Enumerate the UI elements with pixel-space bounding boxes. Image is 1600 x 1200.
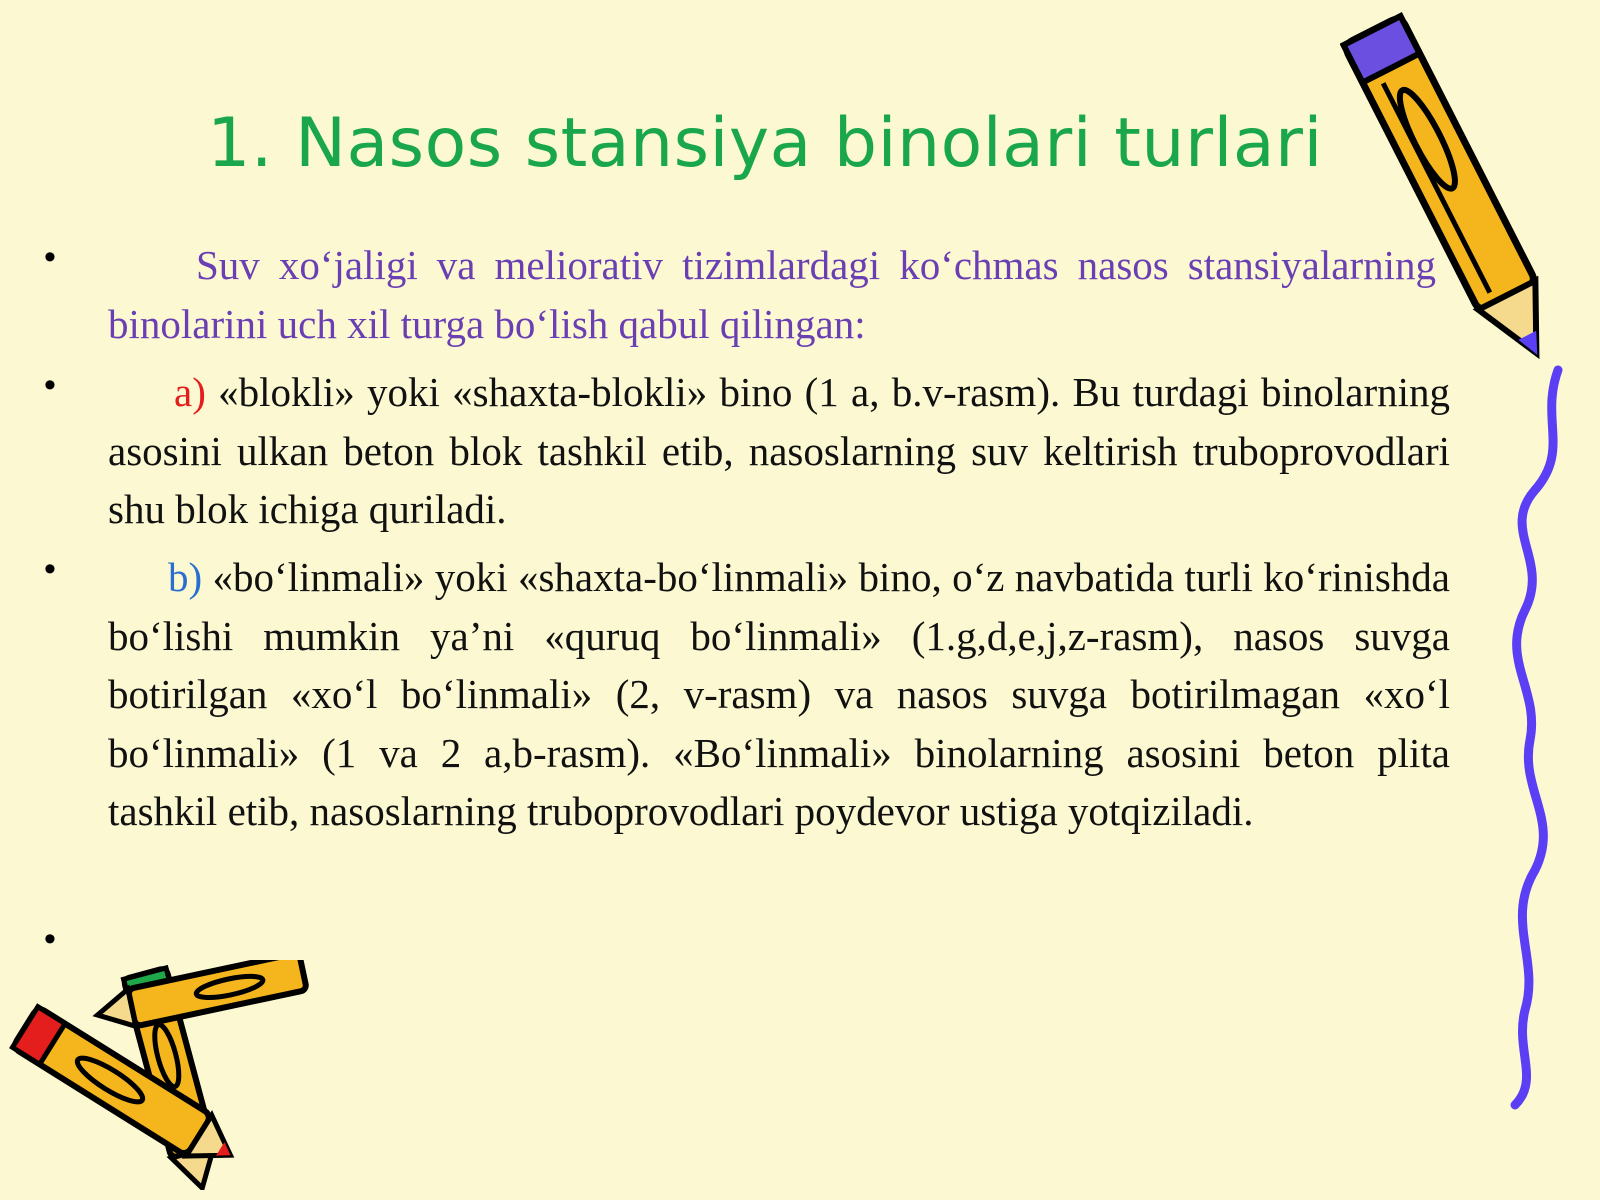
bullet-2: •: [44, 366, 56, 404]
item-a-label: a): [174, 369, 206, 415]
item-b-paragraph: [108, 548, 1450, 841]
intro-text: Suv xo‘jaligi va meliorativ tizimlardagi ko‘chmas nasos stansiyalarning binolarini uch xil turga bo‘lish qabul qilingan:: [108, 242, 1436, 347]
bullet-3: •: [44, 550, 56, 588]
crossed-pencils-clipart-bottom-left: [0, 960, 320, 1190]
squiggle-line-right: [1480, 360, 1590, 1120]
bullet-1: •: [44, 238, 56, 276]
slide-title: 1. Nasos stansiya binolari turlari: [207, 104, 1323, 183]
item-a-paragraph: [108, 363, 1450, 539]
bullet-4-empty: •: [44, 920, 56, 958]
intro-paragraph: [108, 236, 1436, 353]
item-a-text: «blokli» yoki «shaxta-blokli» bino (1 a, b.v-rasm). Bu turdagi binolarning asosini ulkan beton blok tashkil etib, nasoslarning suv keltirish truboprovodlari shu blok ichiga quriladi.: [108, 369, 1450, 532]
pencil-clipart-top-right: [1340, 0, 1580, 390]
item-b-label: b): [168, 554, 203, 600]
item-b-text: «bo‘linmali» yoki «shaxta-bo‘linmali» bino, o‘z navbatida turli ko‘rinishda bo‘lishi mumkin ya’ni «quruq bo‘linmali» (1.g,d,e,j,z-rasm), nasos suvga botirilgan «xo‘l bo‘linmali» (2, v-rasm) va nasos suvga botirilmagan «xo‘l bo‘linmali» (1 va 2 a,b-rasm). «Bo‘linmali» binolarning asosini beton plita tashkil etib, nasoslarning truboprovodlari poydevor ustiga yotqiziladi.: [108, 554, 1450, 834]
